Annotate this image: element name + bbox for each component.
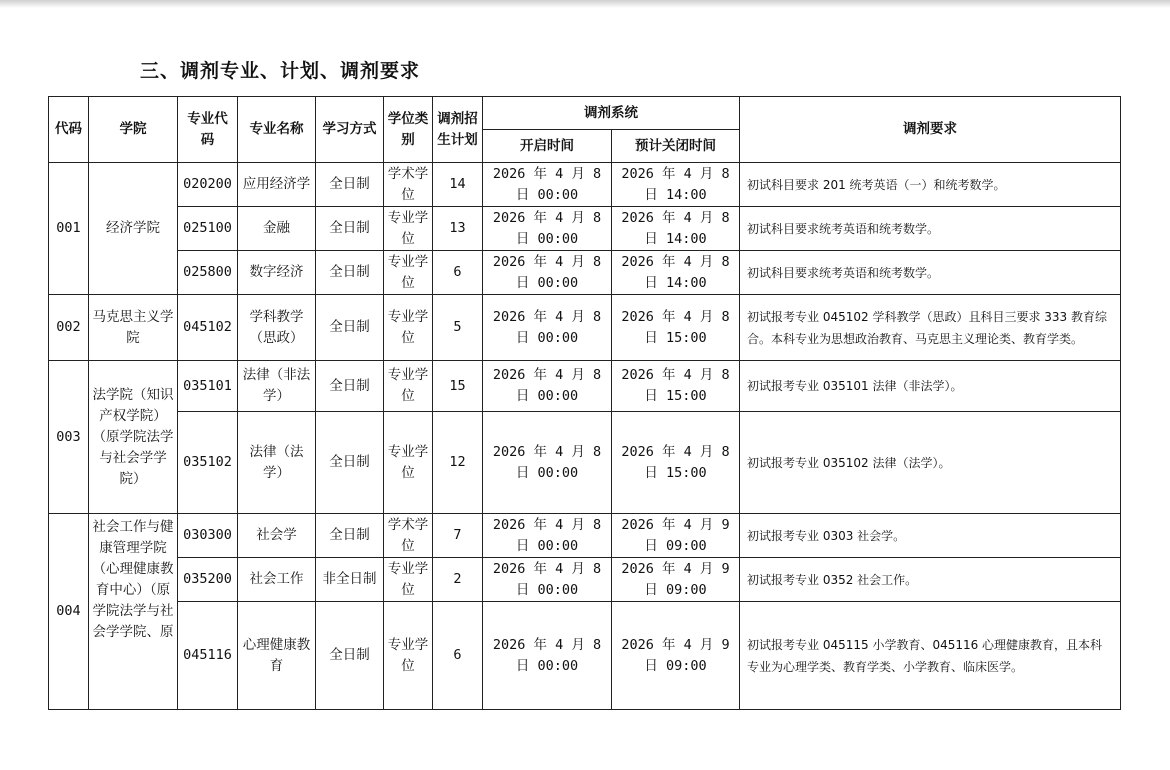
requirement-cell: 初试科目要求统考英语和统考数学。 (740, 251, 1121, 295)
open-time-cell: 2026 年 4 月 8 日 00:00 (483, 207, 612, 251)
open-time-cell: 2026 年 4 月 8 日 00:00 (483, 558, 612, 602)
header-code: 代码 (49, 97, 89, 163)
section-heading: 三、调剂专业、计划、调剂要求 (140, 60, 421, 82)
open-time-cell: 2026 年 4 月 8 日 00:00 (483, 295, 612, 361)
major-code-cell: 045116 (178, 602, 238, 710)
close-time-cell: 2026 年 4 月 8 日 14:00 (612, 251, 740, 295)
top-edge-shadow (0, 0, 1170, 8)
header-requirement: 调剂要求 (740, 97, 1121, 163)
plan-cell: 6 (433, 251, 483, 295)
study-mode-cell: 全日制 (316, 602, 384, 710)
requirement-cell: 初试科目要求 201 统考英语（一）和统考数学。 (740, 163, 1121, 207)
table-row (49, 251, 1121, 295)
open-time-cell: 2026 年 4 月 8 日 00:00 (483, 251, 612, 295)
plan-cell: 15 (433, 361, 483, 412)
table-row (49, 361, 1121, 412)
table-row (49, 514, 1121, 558)
close-time-cell: 2026 年 4 月 9 日 09:00 (612, 514, 740, 558)
open-time-cell: 2026 年 4 月 8 日 00:00 (483, 514, 612, 558)
college-code-cell: 004 (49, 514, 89, 710)
major-name-cell: 金融 (238, 207, 316, 251)
requirement-cell: 初试报考专业 035101 法律（非法学）。 (740, 361, 1121, 412)
open-time-cell: 2026 年 4 月 8 日 00:00 (483, 412, 612, 514)
plan-cell: 2 (433, 558, 483, 602)
study-mode-cell: 全日制 (316, 514, 384, 558)
header-close-time: 预计关闭时间 (612, 130, 740, 163)
study-mode-cell: 非全日制 (316, 558, 384, 602)
header-college: 学院 (89, 97, 178, 163)
requirement-cell: 初试报考专业 045102 学科教学（思政）且科目三要求 333 教育综合。本科专业为思想政治教育、马克思主义理论类、教育学类。 (740, 295, 1121, 361)
requirement-cell: 初试报考专业 045115 小学教育、045116 心理健康教育，且本科专业为心理学类、教育学类、小学教育、临床医学。 (740, 602, 1121, 710)
plan-cell: 12 (433, 412, 483, 514)
major-code-cell: 035102 (178, 412, 238, 514)
open-time-cell: 2026 年 4 月 8 日 00:00 (483, 361, 612, 412)
close-time-cell: 2026 年 4 月 8 日 15:00 (612, 361, 740, 412)
study-mode-cell: 全日制 (316, 361, 384, 412)
major-name-cell: 社会工作 (238, 558, 316, 602)
plan-cell: 7 (433, 514, 483, 558)
plan-cell: 13 (433, 207, 483, 251)
table-row (49, 602, 1121, 710)
header-study-mode: 学习方式 (316, 97, 384, 163)
degree-type-cell: 专业学位 (384, 361, 433, 412)
header-plan: 调剂招生计划 (433, 97, 483, 163)
major-name-cell: 法律（非法学） (238, 361, 316, 412)
requirement-cell: 初试报考专业 0303 社会学。 (740, 514, 1121, 558)
study-mode-cell: 全日制 (316, 412, 384, 514)
open-time-cell: 2026 年 4 月 8 日 00:00 (483, 163, 612, 207)
header-open-time: 开启时间 (483, 130, 612, 163)
degree-type-cell: 专业学位 (384, 558, 433, 602)
college-name-cell (89, 514, 178, 710)
requirement-cell: 初试科目要求统考英语和统考数学。 (740, 207, 1121, 251)
study-mode-cell: 全日制 (316, 163, 384, 207)
degree-type-cell: 学术学位 (384, 514, 433, 558)
college-name-cell: 马克思主义学院 (89, 295, 178, 361)
degree-type-cell: 专业学位 (384, 412, 433, 514)
degree-type-cell: 专业学位 (384, 295, 433, 361)
major-code-cell: 035200 (178, 558, 238, 602)
requirement-cell: 初试报考专业 035102 法律（法学）。 (740, 412, 1121, 514)
requirement-cell: 初试报考专业 0352 社会工作。 (740, 558, 1121, 602)
college-name-cell: 法学院（知识产权学院）（原学院法学与社会学学院） (89, 361, 178, 514)
major-name-cell: 数字经济 (238, 251, 316, 295)
plan-cell: 6 (433, 602, 483, 710)
header-major-code: 专业代码 (178, 97, 238, 163)
close-time-cell: 2026 年 4 月 8 日 15:00 (612, 412, 740, 514)
college-code-cell: 001 (49, 163, 89, 295)
adjustment-table (48, 96, 1121, 710)
close-time-cell: 2026 年 4 月 8 日 14:00 (612, 207, 740, 251)
table-row (49, 558, 1121, 602)
plan-cell: 14 (433, 163, 483, 207)
header-degree-type: 学位类别 (384, 97, 433, 163)
major-name-cell: 心理健康教育 (238, 602, 316, 710)
study-mode-cell: 全日制 (316, 207, 384, 251)
close-time-cell: 2026 年 4 月 9 日 09:00 (612, 602, 740, 710)
major-code-cell: 025100 (178, 207, 238, 251)
header-system: 调剂系统 (483, 97, 740, 130)
study-mode-cell: 全日制 (316, 251, 384, 295)
table-row (49, 207, 1121, 251)
college-name-cell: 经济学院 (89, 163, 178, 295)
major-name-cell: 法律（法学） (238, 412, 316, 514)
close-time-cell: 2026 年 4 月 9 日 09:00 (612, 558, 740, 602)
degree-type-cell: 学术学位 (384, 163, 433, 207)
table-row (49, 163, 1121, 207)
plan-cell: 5 (433, 295, 483, 361)
header-major-name: 专业名称 (238, 97, 316, 163)
college-code-cell: 002 (49, 295, 89, 361)
table-row (49, 295, 1121, 361)
close-time-cell: 2026 年 4 月 8 日 14:00 (612, 163, 740, 207)
open-time-cell: 2026 年 4 月 8 日 00:00 (483, 602, 612, 710)
study-mode-cell: 全日制 (316, 295, 384, 361)
degree-type-cell: 专业学位 (384, 602, 433, 710)
major-code-cell: 035101 (178, 361, 238, 412)
major-code-cell: 020200 (178, 163, 238, 207)
table-row (49, 412, 1121, 514)
close-time-cell: 2026 年 4 月 8 日 15:00 (612, 295, 740, 361)
major-code-cell: 045102 (178, 295, 238, 361)
college-code-cell: 003 (49, 361, 89, 514)
degree-type-cell: 专业学位 (384, 251, 433, 295)
college-name-text: 社会工作与健康管理学院（心理健康教育中心）（原学院法学与社会学学院、原 (92, 518, 174, 640)
major-code-cell: 030300 (178, 514, 238, 558)
degree-type-cell: 专业学位 (384, 207, 433, 251)
major-name-cell: 学科教学（思政） (238, 295, 316, 361)
major-name-cell: 社会学 (238, 514, 316, 558)
major-code-cell: 025800 (178, 251, 238, 295)
major-name-cell: 应用经济学 (238, 163, 316, 207)
